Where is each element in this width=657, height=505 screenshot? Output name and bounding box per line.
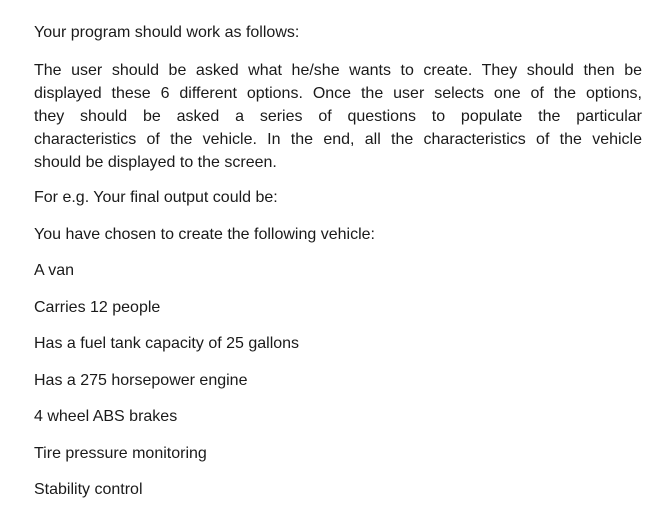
- paragraph-line: characteristics of the vehicle. In the end, all the characteristics of the vehicle: [34, 131, 642, 148]
- example-label: For e.g. Your final output could be:: [34, 189, 278, 206]
- output-line-engine: Has a 275 horsepower engine: [34, 372, 248, 389]
- output-line-vehicle-type: A van: [34, 262, 75, 279]
- output-line-brakes: 4 wheel ABS brakes: [34, 408, 178, 425]
- intro-text: Your program should work as follows:: [34, 24, 300, 41]
- output-line-tire-pressure: Tire pressure monitoring: [34, 445, 207, 462]
- output-line-capacity: Carries 12 people: [34, 299, 161, 316]
- output-line-stability: Stability control: [34, 481, 143, 498]
- paragraph-line: they should be asked a series of questions to populate the particular: [34, 108, 642, 125]
- output-line-fuel-tank: Has a fuel tank capacity of 25 gallons: [34, 335, 300, 352]
- paragraph-line: should be displayed to the screen.: [34, 154, 277, 171]
- paragraph-line: The user should be asked what he/she wants to create. They should then be: [34, 62, 642, 79]
- paragraph-line: displayed these 6 different options. Once the user selects one of the options,: [34, 85, 642, 102]
- instructions-paragraph: [34, 59, 642, 174]
- output-heading: You have chosen to create the following vehicle:: [34, 226, 375, 243]
